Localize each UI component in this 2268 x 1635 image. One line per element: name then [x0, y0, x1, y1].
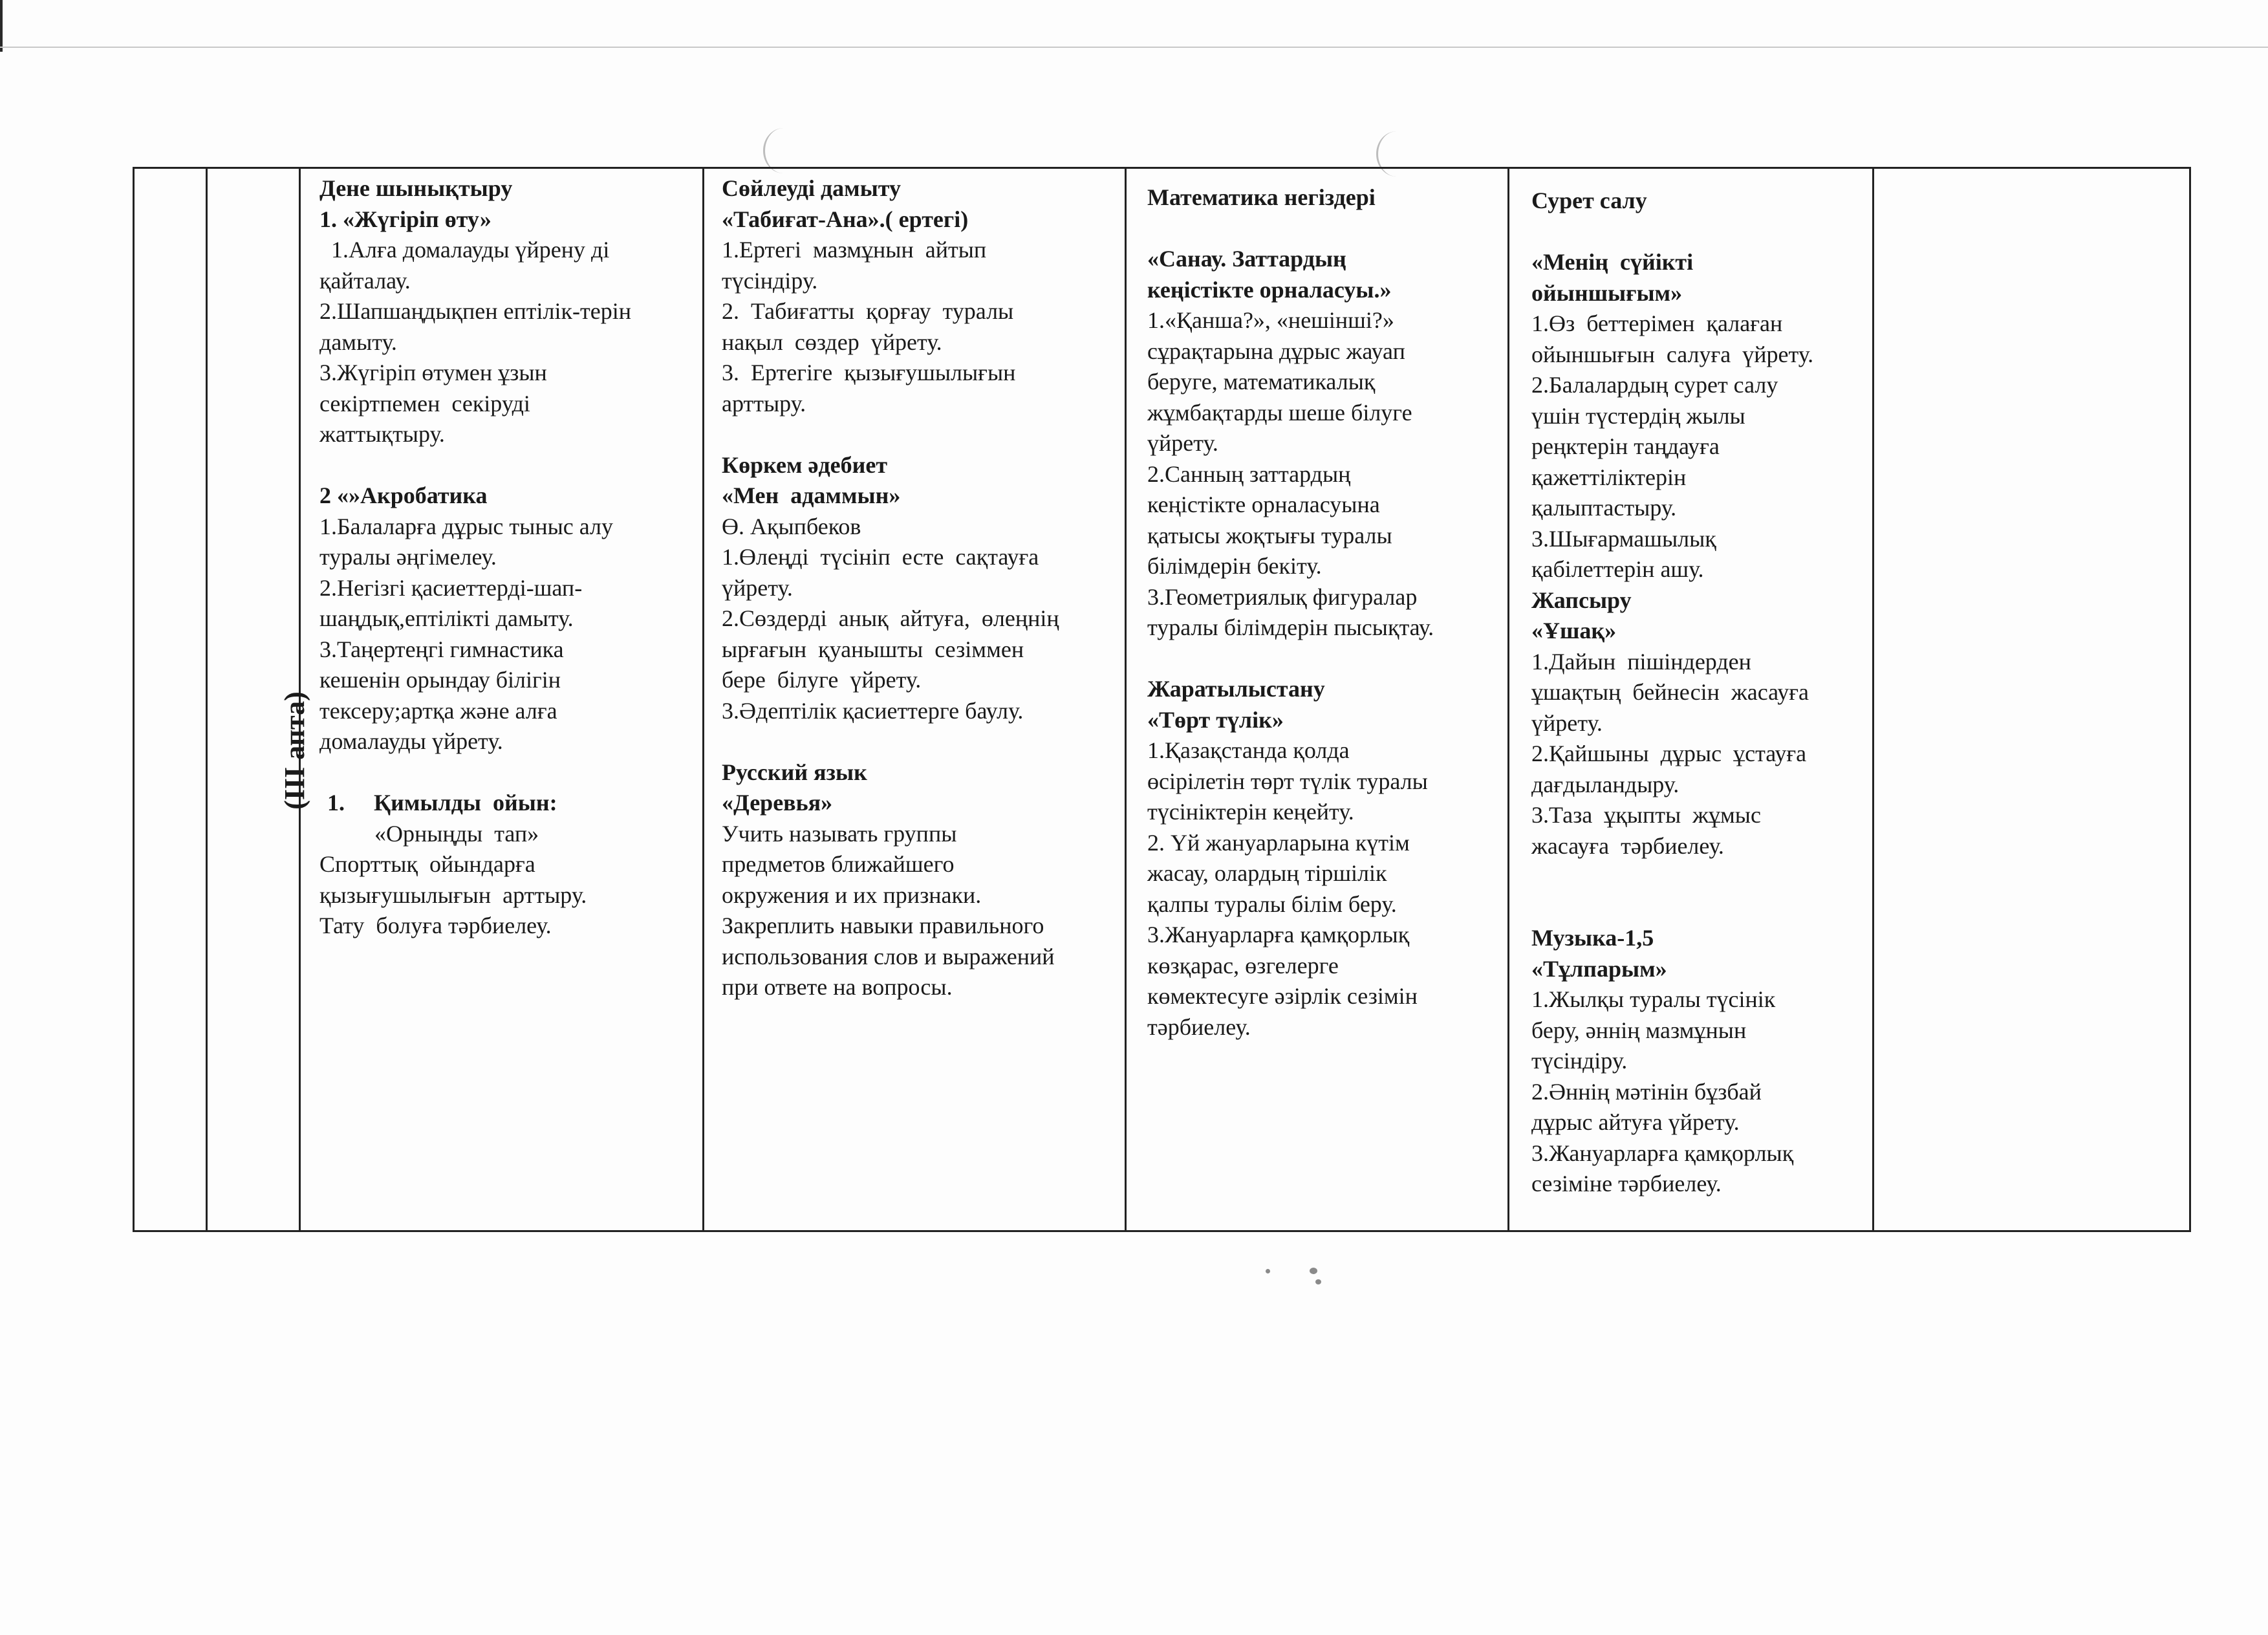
cell-text-line: 1.Ертегі мазмұнын айтып: [722, 237, 987, 263]
cell-text-line: предметов ближайшего: [722, 851, 955, 877]
cell-heading: 2 «»Акробатика: [319, 482, 488, 508]
cell-text-line: 3.Жүгіріп өтумен ұзын: [319, 360, 547, 385]
cell-text-line: дұрыс айтуға үйрету.: [1531, 1109, 1740, 1135]
blank-line: [319, 450, 701, 481]
cell-text-line: 3.Жануарларға қамқорлық: [1147, 922, 1410, 947]
cell-text-line: үйрету.: [1147, 430, 1218, 456]
cell-text-line: ырғағын қуанышты сезіммен: [722, 636, 1024, 662]
cell-text-line: «Орныңды тап»: [374, 820, 539, 847]
cell-text-line: сұрақтарына дұрыс жауап: [1147, 338, 1405, 364]
cell-heading: Жаратылыстану: [1147, 676, 1325, 702]
cell-heading: ойыншығым»: [1531, 279, 1683, 306]
cell-text-line: использования слов и выражений: [722, 943, 1055, 969]
cell-text-line: 1.Дайын пішіндерден: [1531, 648, 1751, 675]
cell-text-line: арттыру.: [722, 390, 806, 417]
cell-art-music: [1531, 186, 1871, 1200]
cell-heading: «Мен адаммын»: [722, 482, 901, 508]
cell-text-line: қайталау.: [319, 267, 411, 294]
cell-speech-development: [722, 173, 1124, 1003]
cell-heading: Музыка-1,5: [1531, 925, 1654, 951]
cell-heading: «Менің сүйікті: [1531, 249, 1694, 275]
cell-text-line: қалпы туралы білім беру.: [1147, 891, 1397, 917]
cell-text-line: 2.Әннің мәтінін бұзбай: [1531, 1078, 1762, 1105]
cell-text-line: 3.Таңертеңгі гимнастика: [319, 636, 564, 662]
cell-text-line: 1.Қазақстанда қолда: [1147, 737, 1350, 763]
table-border-left: [133, 167, 135, 1232]
cell-heading: Сурет салу: [1531, 188, 1647, 213]
cell-heading: Жапсыру: [1531, 587, 1632, 613]
cell-text-line: окружения и их признаки.: [722, 882, 982, 908]
blank-line: [319, 757, 701, 788]
cell-text-line: секіртпемен секіруді: [319, 390, 530, 417]
cell-heading: Дене шынықтыру: [319, 175, 513, 201]
cell-text-line: 3.Жануарларға қамқорлық: [1531, 1140, 1794, 1166]
cell-text-line: 2.Негізгі қасиеттерді-шап-: [319, 574, 583, 601]
cell-text-line: түсіндіру.: [722, 267, 818, 294]
cell-heading: «Ұшақ»: [1531, 618, 1617, 644]
cell-text-line: туралы әңгімелеу.: [319, 544, 497, 570]
cell-text-line: Закреплить навыки правильного: [722, 913, 1044, 938]
cell-text-line: Учить называть группы: [722, 820, 957, 847]
cell-text-line: беруге, математикалық: [1147, 369, 1376, 395]
cell-heading: «Деревья»: [722, 790, 833, 816]
cell-text-line: дамыту.: [319, 329, 397, 355]
cell-text-line: Тату болуға тәрбиелеу.: [319, 913, 552, 938]
cell-text-line: 1.Өлеңді түсініп есте сақтауға: [722, 544, 1039, 570]
cell-text-line: сезіміне тәрбиелеу.: [1531, 1171, 1722, 1196]
cell-text-line: реңктерін таңдауға: [1531, 433, 1720, 459]
cell-heading: «Табиғат-Ана».( ертегі): [722, 206, 969, 232]
cell-text-line: көмектесуге әзірлік сезімін: [1147, 983, 1418, 1009]
blank-line: [1147, 644, 1506, 675]
cell-text-line: 2. Табиғатты қорғау туралы: [722, 298, 1014, 324]
cell-text-line: 2. Үй жануарларына күтім: [1147, 829, 1410, 856]
table-border-top: [133, 167, 2191, 169]
cell-text-line: домалауды үйрету.: [319, 728, 503, 754]
cell-text-line: қызығушылығын арттыру.: [319, 882, 587, 908]
cell-text-line: көзқарас, өзгелерге: [1147, 952, 1339, 979]
cell-text-line: нақыл сөздер үйрету.: [722, 329, 942, 355]
cell-text-line: жаттықтыру.: [319, 421, 445, 447]
cell-text-line: 3. Ертегіге қызығушылығын: [722, 360, 1016, 385]
cell-text-line: үйрету.: [722, 574, 793, 601]
cell-physical-education: [319, 173, 701, 942]
cell-text-line: жасау, олардың тіршілік: [1147, 860, 1387, 886]
cell-text-line: 2.Қайшыны дұрыс ұстауға: [1531, 741, 1807, 766]
cell-heading: кеңістікте орналасуы.»: [1147, 276, 1392, 303]
cell-text-line: жұмбақтарды шеше білуге: [1147, 399, 1412, 426]
blank-line: [1531, 893, 1871, 924]
cell-text-line: тексеру;артқа және алға: [319, 697, 557, 724]
cell-text-line: 2.Санның заттардың: [1147, 460, 1351, 487]
cell-text-line: дағдыландыру.: [1531, 771, 1679, 797]
column-divider: [1872, 167, 1874, 1232]
cell-text-line: 3.Әдептілік қасиеттерге баулу.: [722, 697, 1024, 724]
cell-text-line: 2.Шапшаңдықпен ептілік-терін: [319, 298, 631, 324]
cell-text-line: ойыншығын салуға үйрету.: [1531, 341, 1814, 367]
cell-text-line: 1.«Қанша?», «нешінші?»: [1147, 307, 1394, 333]
cell-text-line: өсірілетін төрт түлік туралы: [1147, 768, 1428, 794]
column-divider: [206, 167, 208, 1232]
blank-line: [722, 726, 1124, 757]
cell-heading: 1. Қимылды ойын:: [327, 790, 557, 816]
cell-heading: «Төрт түлік»: [1147, 706, 1284, 733]
cell-text-line: үйрету.: [1531, 709, 1603, 736]
cell-heading: Математика негіздері: [1147, 184, 1376, 210]
blank-line: [722, 419, 1124, 450]
cell-text-line: кеңістікте орналасуына: [1147, 492, 1380, 517]
cell-heading: Русский язык: [722, 759, 867, 785]
cell-text-line: туралы білімдерін пысықтау.: [1147, 614, 1434, 640]
cell-text-line: 1.Өз беттерімен қалаған: [1531, 310, 1783, 336]
cell-text-line: 1.Алға домалауды үйрену ді: [319, 237, 610, 263]
cell-text-line: түсіндіру.: [1531, 1048, 1628, 1074]
cell-heading: 1. «Жүгіріп өту»: [319, 206, 491, 232]
cell-heading: Сөйлеуді дамыту: [722, 175, 902, 201]
cell-heading: «Санау. Заттардың: [1147, 246, 1346, 272]
cell-text-line: при ответе на вопросы.: [722, 974, 953, 1000]
column-divider: [702, 167, 704, 1232]
week-label-text: (ІІІ апта): [278, 691, 310, 810]
cell-text-line: 2.Балалардың сурет салу: [1531, 372, 1778, 398]
table-border-bottom: [133, 1230, 2191, 1232]
cell-text-line: Ө. Ақыпбеков: [722, 513, 861, 539]
cell-text-line: шаңдық,ептілікті дамыту.: [319, 605, 574, 631]
cell-heading: «Тұлпарым»: [1531, 955, 1667, 982]
cell-text-line: 1.Жылқы туралы түсінік: [1531, 986, 1776, 1012]
cell-text-line: білімдерін бекіту.: [1147, 553, 1322, 579]
cell-text-line: 2.Сөздерді анық айтуға, өлеңнің: [722, 605, 1059, 631]
cell-text-line: қабілеттерін ашу.: [1531, 556, 1704, 582]
table-border-right: [2189, 167, 2191, 1232]
cell-heading: Көркем әдебиет: [722, 451, 888, 478]
cell-text-line: тәрбиелеу.: [1147, 1013, 1251, 1040]
cell-mathematics-nature: [1147, 182, 1506, 1043]
cell-text-line: бере білуге үйрету.: [722, 667, 922, 693]
cell-text-line: қатысы жоқтығы туралы: [1147, 522, 1392, 548]
column-divider: [1125, 167, 1127, 1232]
cell-text-line: 3.Таза ұқыпты жұмыс: [1531, 802, 1761, 828]
cell-text-line: қалыптастыру.: [1531, 495, 1677, 521]
cell-text-line: 1.Балаларға дұрыс тыныс алу: [319, 513, 614, 539]
cell-text-line: үшін түстердің жылы: [1531, 402, 1745, 429]
blank-line: [1147, 213, 1506, 244]
cell-text-line: түсініктерін кеңейту.: [1147, 799, 1354, 825]
cell-text-line: Спорттық ойындарға: [319, 851, 535, 877]
cell-text-line: кешенін орындау білігін: [319, 667, 561, 693]
cell-text-line: қажеттіліктерін: [1531, 464, 1687, 490]
blank-line: [1531, 217, 1871, 248]
cell-text-line: беру, әннің мазмұнын: [1531, 1017, 1747, 1043]
column-divider: [1507, 167, 1509, 1232]
blank-line: [1531, 861, 1871, 893]
cell-text-line: 3.Шығармашылық: [1531, 525, 1716, 552]
cell-text-line: 3.Геометриялық фигуралар: [1147, 583, 1418, 610]
cell-text-line: жасауға тәрбиелеу.: [1531, 832, 1724, 859]
cell-text-line: ұшақтың бейнесін жасауға: [1531, 679, 1809, 705]
